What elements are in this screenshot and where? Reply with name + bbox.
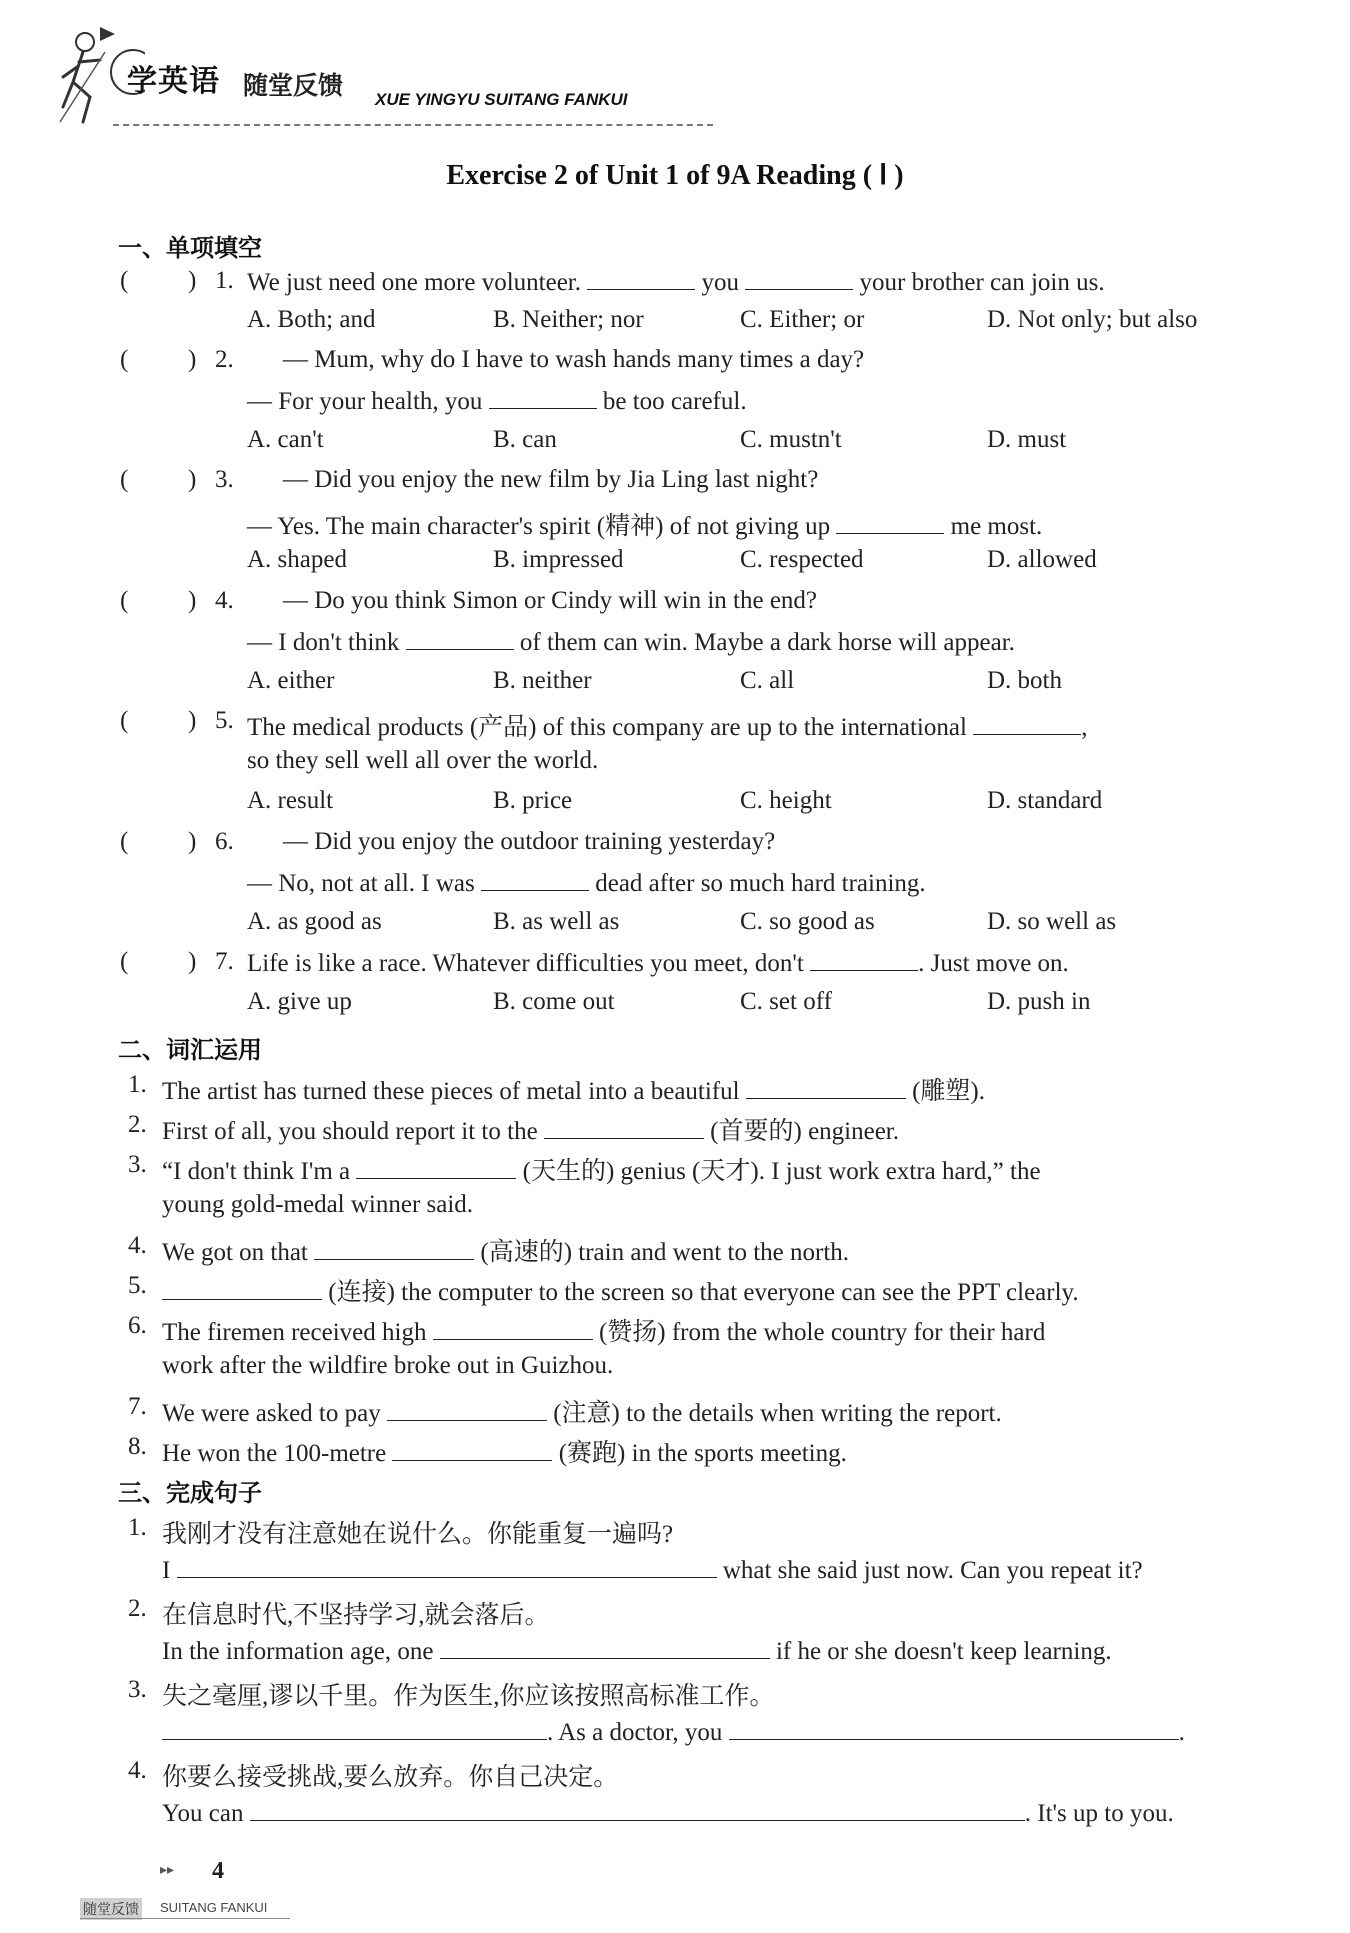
- option-d: D. standard: [987, 787, 1103, 814]
- option-b: B. as well as: [493, 908, 620, 935]
- option-a: A. can't: [247, 426, 324, 453]
- option-b: B. impressed: [493, 546, 624, 573]
- option-d: D. so well as: [987, 908, 1117, 935]
- double-arrow-icon: ▸▸: [160, 1862, 175, 1878]
- answer-blank[interactable]: [162, 1277, 322, 1300]
- answer-blank[interactable]: [481, 868, 589, 891]
- logo-title-cn: 学英语: [127, 64, 220, 99]
- answer-blank[interactable]: [177, 1555, 717, 1578]
- option-c: C. Either; or: [740, 306, 865, 333]
- option-d: D. must: [987, 426, 1067, 453]
- answer-blank[interactable]: [489, 386, 597, 409]
- option-c: C. respected: [740, 546, 864, 573]
- page-number: 4: [212, 1858, 224, 1884]
- option-d: D. allowed: [987, 546, 1097, 573]
- option-b: B. come out: [493, 988, 615, 1015]
- answer-blank[interactable]: [162, 1717, 547, 1740]
- logo-pinyin: XUE YINGYU SUITANG FANKUI: [375, 90, 628, 109]
- option-c: C. mustn't: [740, 426, 842, 453]
- option-c: C. all: [740, 667, 795, 694]
- answer-blank[interactable]: [440, 1636, 770, 1659]
- option-c: C. so good as: [740, 908, 875, 935]
- answer-blank[interactable]: [729, 1717, 1179, 1740]
- answer-blank[interactable]: [810, 948, 918, 971]
- option-b: B. can: [493, 426, 557, 453]
- answer-blank[interactable]: [544, 1116, 704, 1139]
- option-a: A. give up: [247, 988, 352, 1015]
- logo-subtitle-cn: 随堂反馈: [243, 71, 344, 100]
- option-d: D. both: [987, 667, 1062, 694]
- footer-divider: [80, 1918, 290, 1919]
- answer-blank[interactable]: [587, 267, 695, 290]
- footer-tag: 随堂反馈: [80, 1898, 142, 1920]
- option-a: A. Both; and: [247, 306, 376, 333]
- answer-blank[interactable]: [836, 511, 944, 534]
- answer-blank[interactable]: [250, 1798, 1025, 1821]
- answer-blank[interactable]: [356, 1156, 516, 1179]
- answer-blank[interactable]: [745, 267, 853, 290]
- answer-blank[interactable]: [406, 627, 514, 650]
- answer-blank[interactable]: [314, 1237, 474, 1260]
- option-c: C. height: [740, 787, 832, 814]
- option-d: D. Not only; but also: [987, 306, 1198, 333]
- option-c: C. set off: [740, 988, 832, 1015]
- answer-blank[interactable]: [746, 1076, 906, 1099]
- option-b: B. Neither; nor: [493, 306, 644, 333]
- section-heading-3: 三、完成句子: [118, 1479, 262, 1507]
- answer-blank[interactable]: [387, 1398, 547, 1421]
- header-divider: [113, 124, 713, 126]
- answer-blank[interactable]: [433, 1317, 593, 1340]
- answer-blank[interactable]: [392, 1438, 552, 1461]
- answer-blank[interactable]: [973, 712, 1081, 735]
- option-b: B. neither: [493, 667, 592, 694]
- footer-pinyin: SUITANG FANKUI: [160, 1900, 268, 1915]
- option-b: B. price: [493, 787, 573, 814]
- option-d: D. push in: [987, 988, 1091, 1015]
- section-heading-1: 一、单项填空: [118, 234, 262, 262]
- option-a: A. either: [247, 667, 335, 694]
- option-a: A. result: [247, 787, 334, 814]
- section-heading-2: 二、词汇运用: [118, 1036, 262, 1064]
- option-a: A. shaped: [247, 546, 347, 573]
- page-title: Exercise 2 of Unit 1 of 9A Reading ( Ⅰ ): [446, 160, 904, 191]
- header-logo: [55, 22, 675, 132]
- option-a: A. as good as: [247, 908, 382, 935]
